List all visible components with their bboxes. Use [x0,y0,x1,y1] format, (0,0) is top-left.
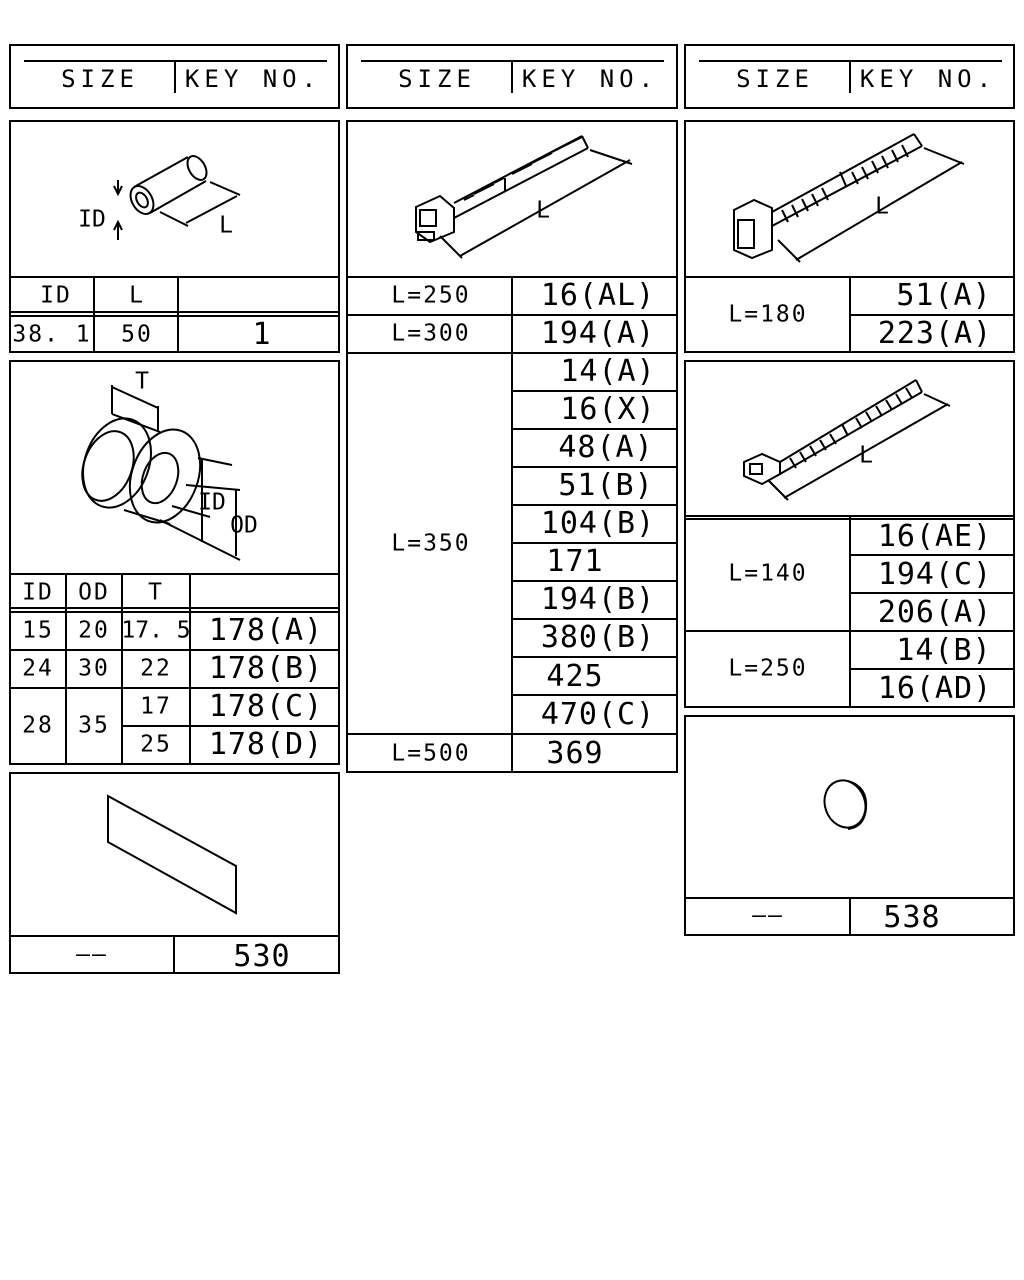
tie-c-key-number: 206(A) [877,595,993,630]
header-key-label: KEY NO. [184,65,322,93]
pipe-panel [10,121,339,352]
tie-b-length-dimension: L [875,193,889,220]
grommet-row-t: 17 [140,693,172,720]
grommet-key-number: 178(B) [208,651,324,686]
grommet-od-dimension: OD [230,512,258,539]
tie-a-key-number: 48(A) [558,430,654,465]
tie-a-size: L=350 [391,530,471,557]
header-size-label: SIZE [736,65,814,93]
tie-a-size: L=300 [391,320,471,347]
tie-a-key-number: 194(B) [540,582,656,617]
tie-c-key-number: 14(B) [896,633,992,668]
grommet-row-od: 35 [78,712,110,739]
tie-a-key-number: 470(C) [540,697,656,732]
tie-drawing-a [416,136,632,258]
tie-c-key-number: 16(AE) [877,519,993,554]
grommet-col-od: OD [78,579,110,606]
grommet-t-dimension: T [135,368,149,395]
pipe-key-number: 1 [252,317,272,352]
grommet-row-id: 28 [22,712,54,739]
tie-a-size: L=500 [391,740,471,767]
tie-c-key-number: 194(C) [877,557,993,592]
header-key-label: KEY NO. [521,65,659,93]
grommet-row-t: 17. 5 [121,617,191,644]
tie-b-key-number: 51(A) [896,278,992,313]
disc-key-number: 538 [883,900,941,935]
pipe-length-value: 50 [121,321,153,348]
header-size-label: SIZE [61,65,139,93]
header-size-label: SIZE [398,65,476,93]
tie-a-key-number: 171 [546,544,604,579]
grommet-row-t: 25 [140,731,172,758]
tie-a-key-number: 16(AL) [540,278,656,313]
tie-a-key-number: 51(B) [558,468,654,503]
grommet-row-id: 24 [22,655,54,682]
tie-c-size: L=140 [728,560,808,587]
tie-a-key-number: 369 [546,736,604,771]
grommet-row-od: 30 [78,655,110,682]
tie-a-key-number: 425 [546,659,604,694]
grommet-row-od: 20 [78,617,110,644]
grommet-key-number: 178(D) [208,727,324,762]
disc-panel [685,716,1014,935]
grommet-col-t: T [148,579,164,606]
grommet-drawing [71,385,240,560]
pipe-id-value: 38. 1 [12,321,92,348]
tie-a-key-number: 194(A) [540,316,656,351]
tie-a-size: L=250 [391,282,471,309]
tie-a-key-number: 14(A) [560,354,656,389]
tie-a-key-number: 16(X) [560,392,656,427]
header-key-label: KEY NO. [859,65,997,93]
grommet-col-id: ID [22,579,54,606]
pipe-length-dimension: L [219,212,233,239]
tie-a-key-number: 104(B) [540,506,656,541]
tie-c-key-number: 16(AD) [877,671,993,706]
tie-a-key-number: 380(B) [540,620,656,655]
pipe-col-length: L [129,282,145,309]
tie-c-length-dimension: L [859,442,873,469]
grommet-id-dimension: ID [198,489,226,516]
tie-drawing-b [734,134,964,262]
tie-b-key-number: 223(A) [877,316,993,351]
sheet-key-number: 530 [233,939,291,974]
disc-size-dash: —— [752,902,784,929]
grommet-row-t: 22 [140,655,172,682]
sheet-size-dash: —— [76,941,108,968]
tie-a-length-dimension: L [536,197,550,224]
pipe-id-dimension: ID [78,206,106,233]
grommet-row-id: 15 [22,617,54,644]
grommet-key-number: 178(C) [208,689,324,724]
tie-b-size: L=180 [728,301,808,328]
grommet-key-number: 178(A) [208,613,324,648]
tie-drawing-c [744,380,950,500]
pipe-col-id: ID [40,282,72,309]
tie-c-size: L=250 [728,655,808,682]
